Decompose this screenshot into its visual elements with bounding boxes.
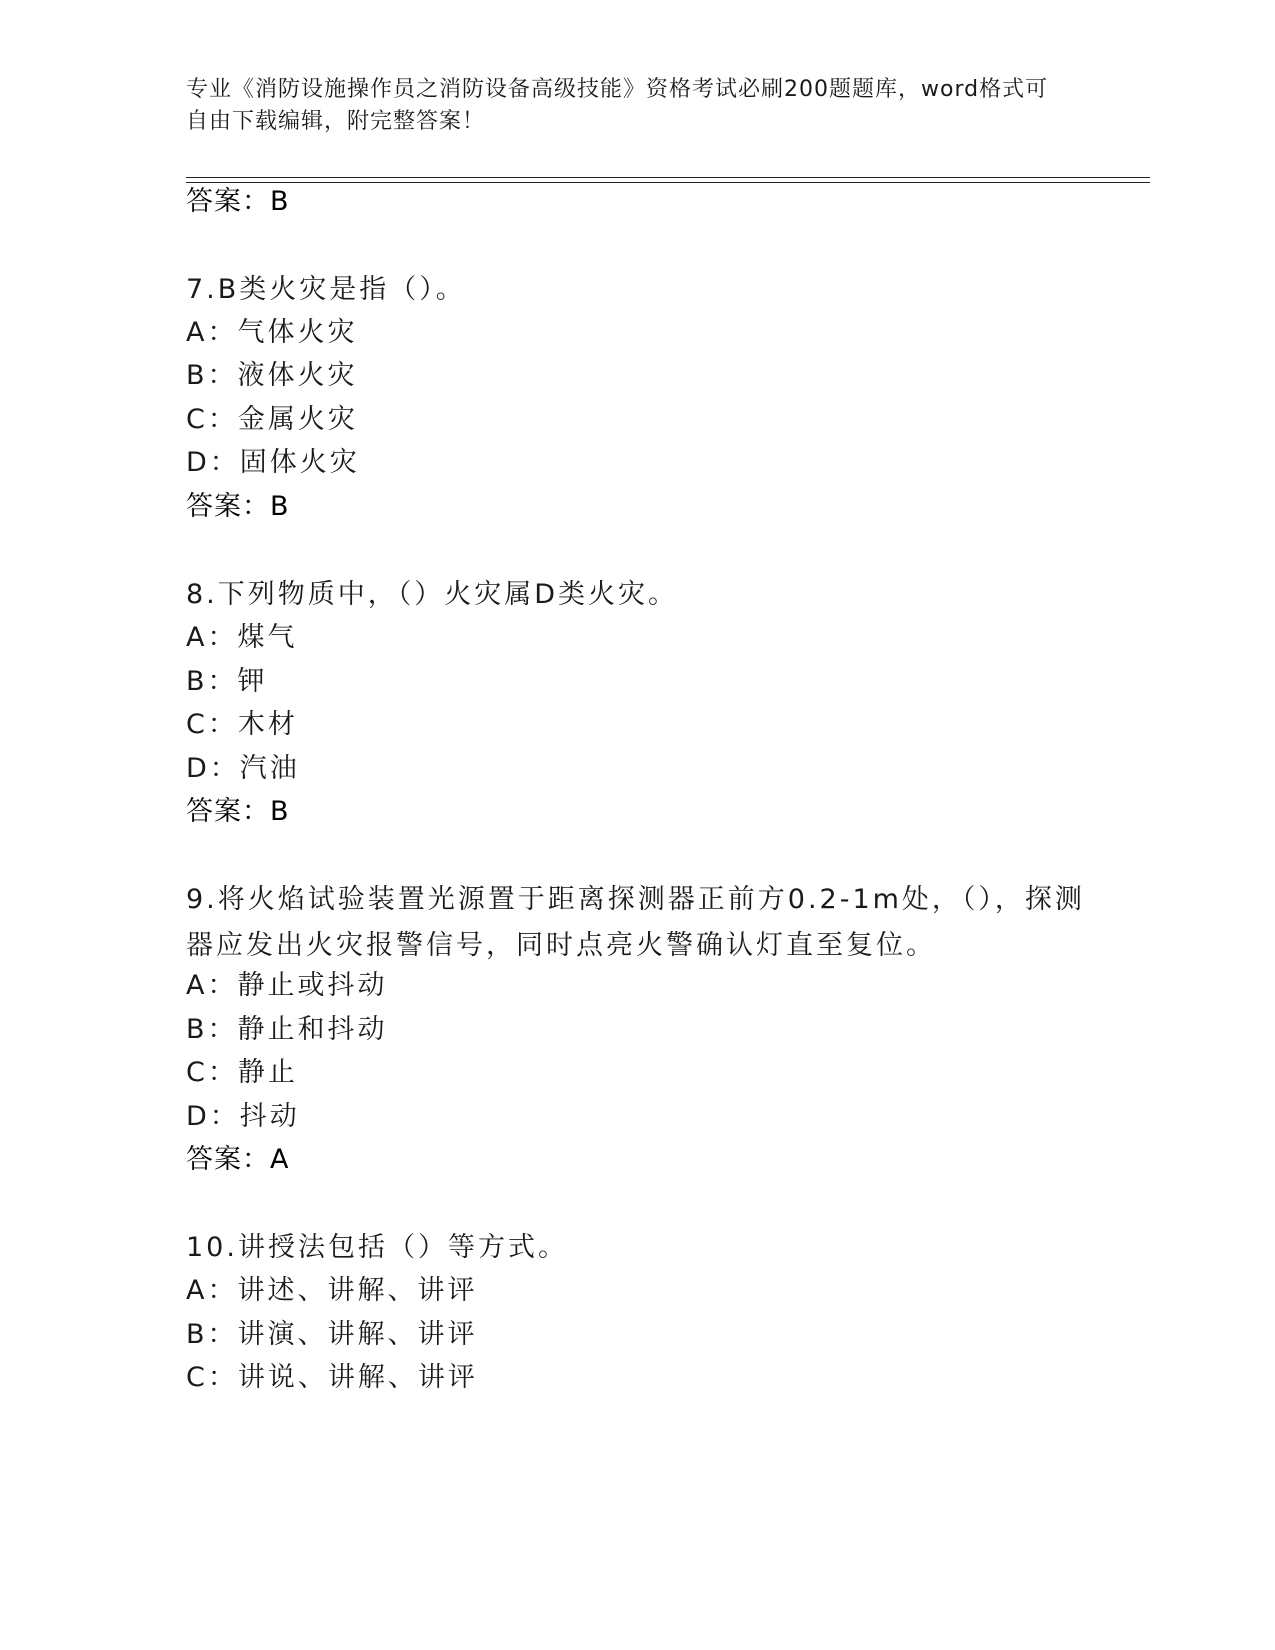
option-d: D：抖动 <box>186 1101 300 1132</box>
answer-line: 答案：B <box>186 796 290 827</box>
question-stem: 10.讲授法包括（）等方式。 <box>186 1232 568 1263</box>
option-b: B：液体火灾 <box>186 360 358 391</box>
option-b: B：讲演、讲解、讲评 <box>186 1319 478 1350</box>
option-a: A：气体火灾 <box>186 317 358 348</box>
answer-line: 答案：B <box>186 491 290 522</box>
document-header: 专业《消防设施操作员之消防设备高级技能》资格考试必刷200题题库，word格式可自由下载编辑，附完整答案！ <box>186 77 1049 134</box>
option-a: A：静止或抖动 <box>186 970 388 1001</box>
question-stem: 8.下列物质中，（）火灾属D类火灾。 <box>186 579 679 610</box>
option-c: C：静止 <box>186 1057 298 1088</box>
option-b: B：静止和抖动 <box>186 1014 388 1045</box>
option-a: A：讲述、讲解、讲评 <box>186 1275 478 1306</box>
answer-line: 答案：B <box>186 186 290 217</box>
option-a: A：煤气 <box>186 622 298 653</box>
option-c: C：金属火灾 <box>186 404 358 435</box>
option-c: C：木材 <box>186 709 298 740</box>
answer-line: 答案：A <box>186 1144 290 1175</box>
header-divider-top <box>186 177 1150 178</box>
option-d: D：固体火灾 <box>186 447 360 478</box>
option-d: D：汽油 <box>186 753 300 784</box>
option-b: B：钾 <box>186 666 268 697</box>
option-c: C：讲说、讲解、讲评 <box>186 1362 478 1393</box>
header-divider-bottom <box>186 182 1150 183</box>
question-stem: 7.B类火灾是指（）。 <box>186 274 466 305</box>
question-stem: 9.将火焰试验装置光源置于距离探测器正前方0.2-1m处，（），探测器应发出火灾报警信号，同时点亮火警确认灯直至复位。 <box>186 884 1085 961</box>
